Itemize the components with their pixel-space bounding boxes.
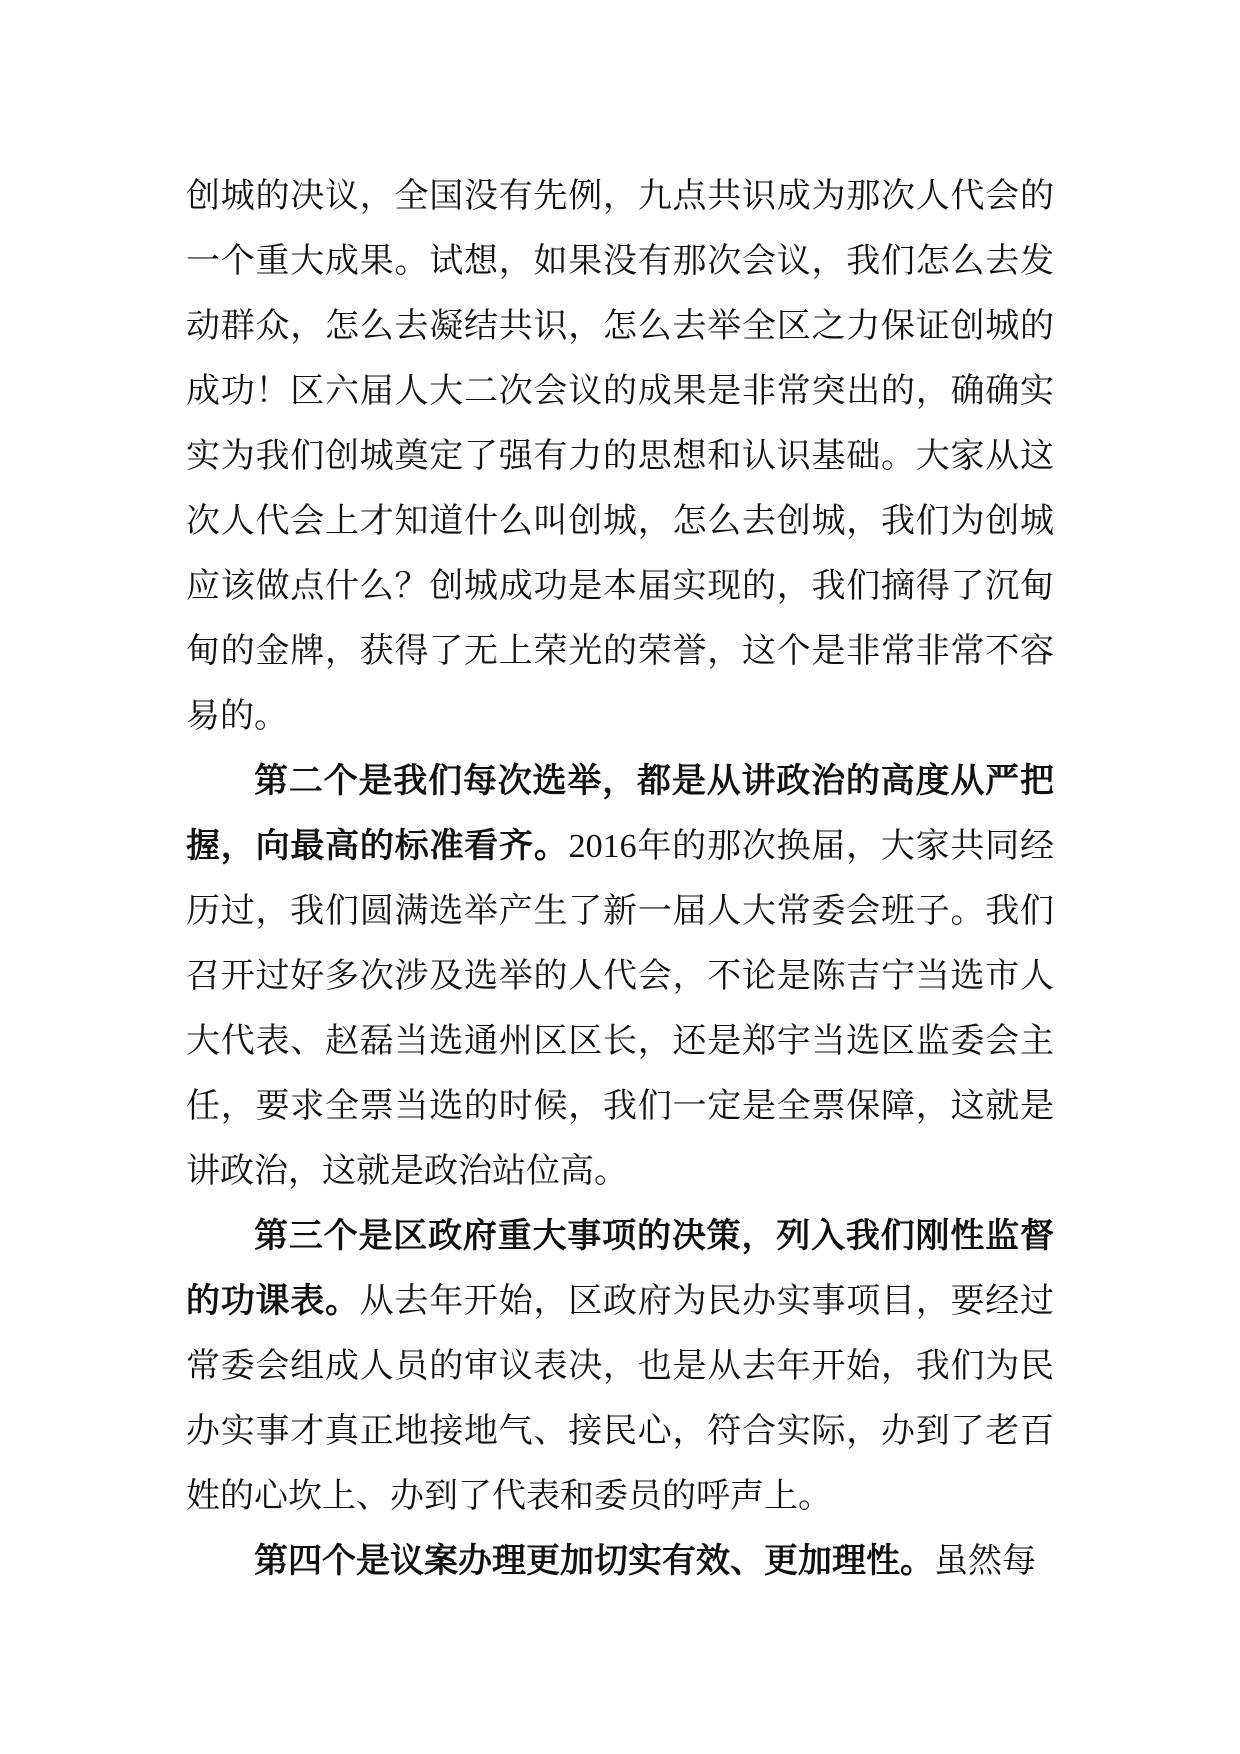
paragraph-2-year: 2016 bbox=[568, 828, 637, 865]
paragraph-2 bbox=[186, 749, 1054, 1204]
paragraph-4-heading: 第四个是议案办理更加切实有效、更加理性。 bbox=[254, 1541, 934, 1581]
paragraph-2-body: 年的那次换届，大家共同经历过，我们圆满选举产生了新一届人大常委会班子。我们召开过好多次涉及选举的人代会，不论是陈吉宁当选市人大代表、赵磊当选通州区区长，还是郑宇当选区监委会主任，要求全票当选的时候，我们一定是全票保障，这就是讲政治，这就是政治站位高。 bbox=[186, 826, 1054, 1191]
document-page bbox=[186, 164, 1054, 1594]
paragraph-1 bbox=[186, 164, 1054, 749]
paragraph-1-text: 创城的决议，全国没有先例，九点共识成为那次人代会的一个重大成果。试想，如果没有那次会议，我们怎么去发动群众，怎么去凝结共识，怎么去举全区之力保证创城的成功！区六届人大二次会议的成果是非常突出的，确确实实为我们创城奠定了强有力的思想和认识基础。大家从这次人代会上才知道什么叫创城，怎么去创城，我们为创城应该做点什么？创城成功是本届实现的，我们摘得了沉甸甸的金牌，获得了无上荣光的荣誉，这个是非常非常不容易的。 bbox=[186, 176, 1054, 736]
paragraph-4 bbox=[186, 1529, 1054, 1594]
paragraph-2-heading: 第二个是我们每次选举，都是从讲政治的高度从严把握，向最高的标准看齐。 bbox=[186, 761, 1054, 866]
paragraph-3-body: 从去年开始，区政府为民办实事项目，要经过常委会组成人员的审议表决，也是从去年开始，我们为民办实事才真正地接地气、接民心，符合实际，办到了老百姓的心坎上、办到了代表和委员的呼声上。 bbox=[186, 1281, 1054, 1516]
paragraph-4-body: 虽然每 bbox=[934, 1541, 1036, 1581]
paragraph-3 bbox=[186, 1204, 1054, 1529]
paragraph-3-heading: 第三个是区政府重大事项的决策，列入我们刚性监督的功课表。 bbox=[186, 1216, 1054, 1321]
